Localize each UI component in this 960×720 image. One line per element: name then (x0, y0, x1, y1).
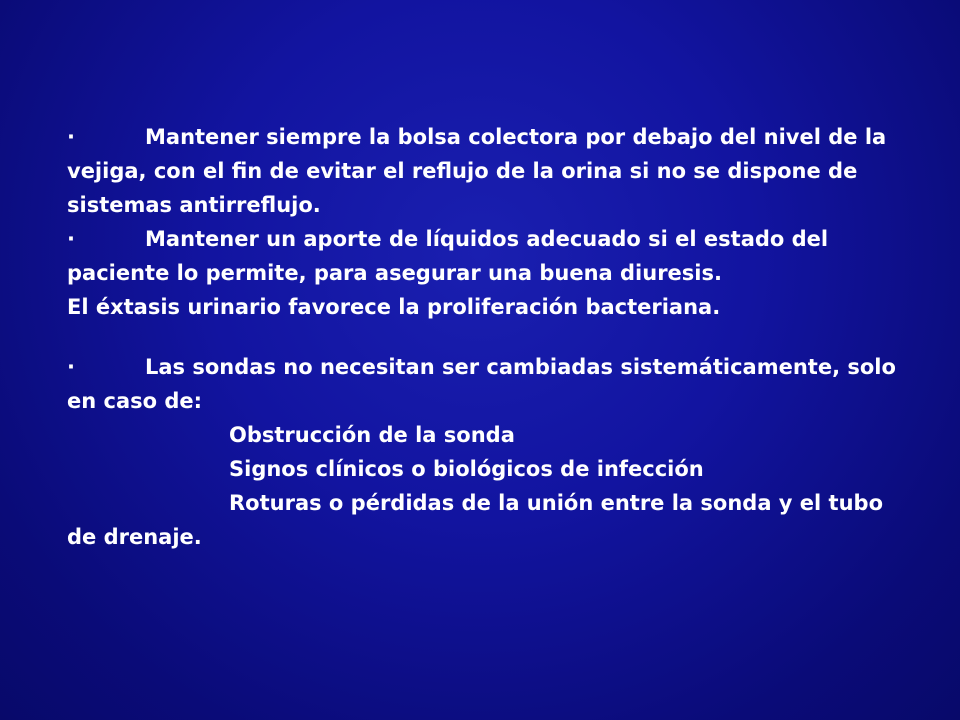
paragraph-spacer (67, 324, 927, 350)
paragraph-3-line-2: en caso de: (67, 389, 203, 413)
paragraph-2-line-2: paciente lo permite, para asegurar una buena diuresis. (67, 261, 722, 285)
paragraph-1-line-2: vejiga, con el fin de evitar el reflujo de la orina si no se dispone de (67, 159, 858, 183)
bullet-2: · (67, 227, 75, 251)
case-item: Roturas o pérdidas de la unión entre la sonda y el tubo (229, 491, 884, 515)
paragraph-3-line-1: · Las sondas no necesitan ser cambiadas sistemáticamente, solo (67, 350, 927, 384)
paragraph-2-line-1: · Mantener un aporte de líquidos adecuado si el estado del (67, 222, 927, 256)
bullet-1: · (67, 125, 75, 149)
paragraph-3-line-last: de drenaje. (67, 525, 202, 549)
case-item: Signos clínicos o biológicos de infección (229, 457, 704, 481)
paragraph-2-line-3: El éxtasis urinario favorece la proliferación bacteriana. (67, 295, 721, 319)
bullet-3: · (67, 355, 75, 379)
paragraph-1-line-3: sistemas antirreflujo. (67, 193, 321, 217)
slide-body-text (67, 120, 927, 554)
paragraph-1-line-1: · Mantener siempre la bolsa colectora por debajo del nivel de la (67, 120, 927, 154)
case-item: Obstrucción de la sonda (229, 423, 515, 447)
